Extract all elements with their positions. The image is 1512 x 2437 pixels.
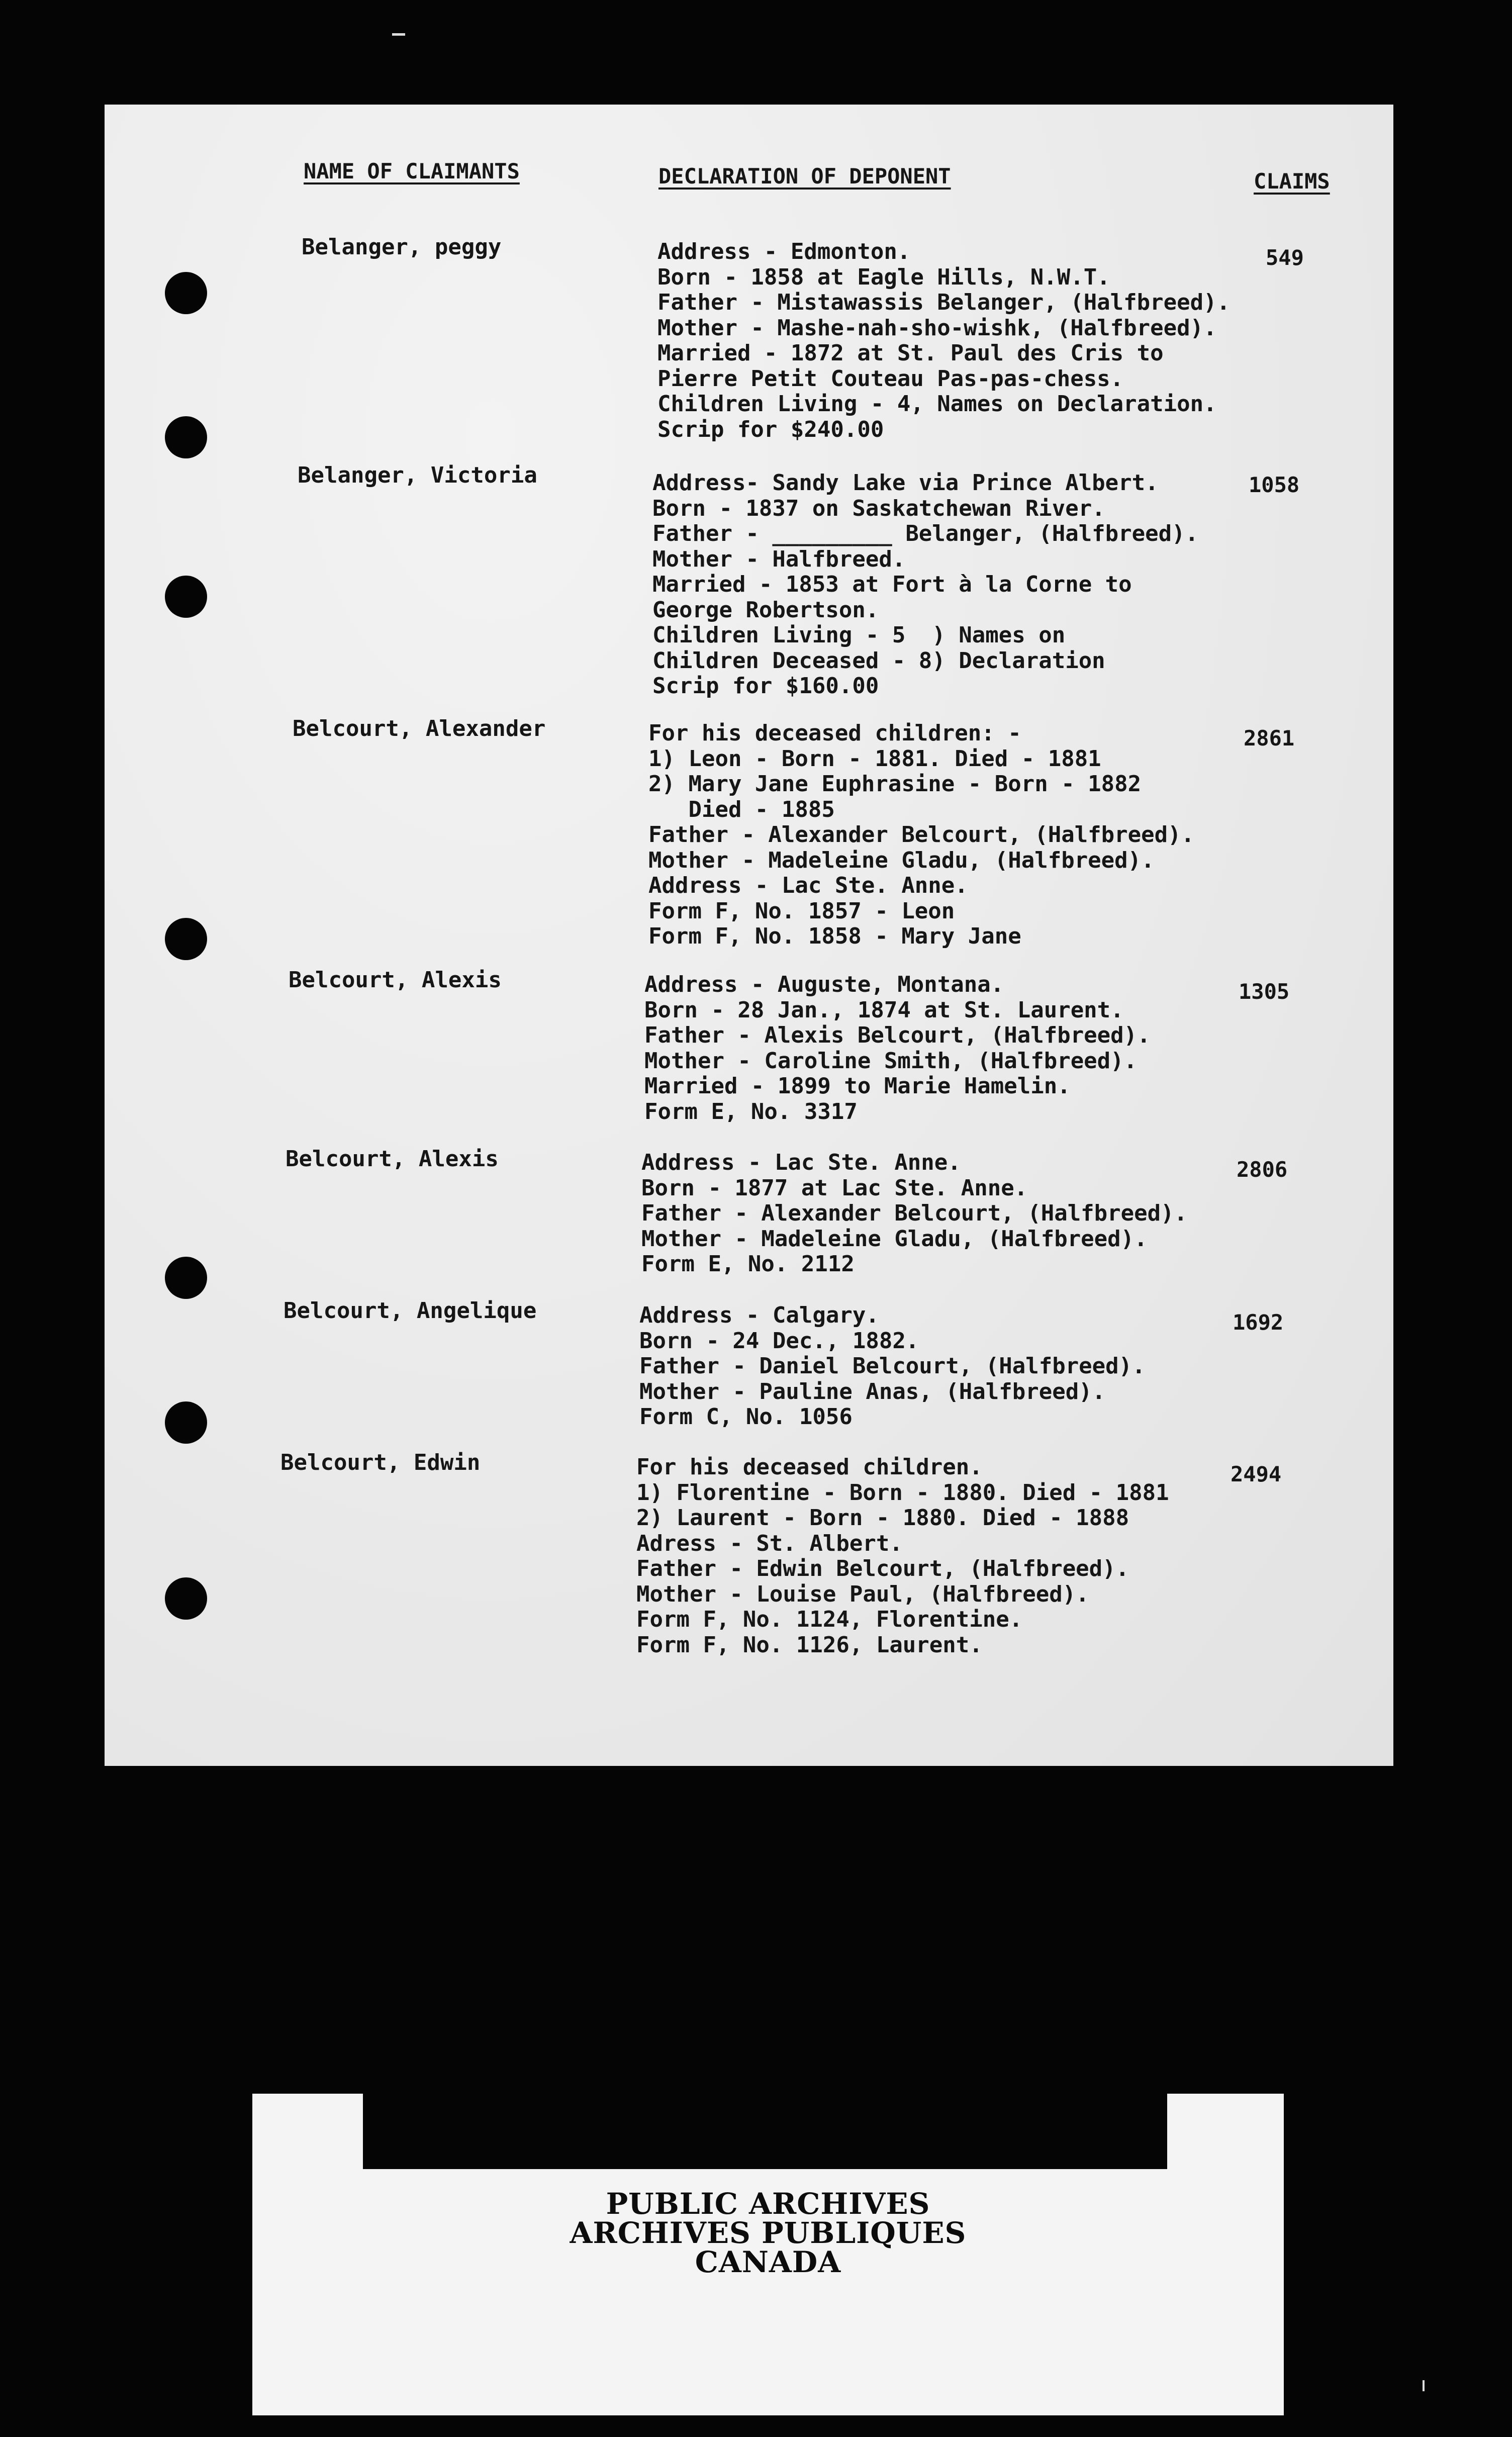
stamp-line-archives-publiques: ARCHIVES PUBLIQUES xyxy=(570,2216,967,2250)
declaration-text: Address - Lac Ste. Anne. Born - 1877 at Lac Ste. Anne. Father - Alexander Belcourt, (Halfbreed). Mother - Madeleine Gladu, (Halfbreed). Form E, No. 2112 xyxy=(641,1150,1188,1277)
claim-number: 1305 xyxy=(1239,979,1290,1004)
claim-number: 2806 xyxy=(1237,1157,1288,1182)
archive-stamp-card xyxy=(252,2094,1284,2415)
binder-hole xyxy=(165,272,207,314)
stamp-card-notch xyxy=(363,2094,1167,2169)
binder-hole xyxy=(165,416,207,458)
claimant-name: Belcourt, Alexis xyxy=(286,1146,499,1172)
claim-number: 2861 xyxy=(1244,726,1295,751)
claimant-name: Belanger, Victoria xyxy=(298,462,537,488)
claim-number: 2494 xyxy=(1231,1462,1282,1486)
claim-number: 1058 xyxy=(1249,473,1300,497)
header-name-of-claimants: NAME OF CLAIMANTS xyxy=(304,159,520,183)
header-declaration-of-deponent: DECLARATION OF DEPONENT xyxy=(658,164,951,189)
claimant-name: Belanger, peggy xyxy=(302,234,502,260)
declaration-text: For his deceased children. 1) Florentine - Born - 1880. Died - 1881 2) Laurent - Born - 1880. Died - 1888 Adress - St. Albert. Father - Edwin Belcourt, (Halfbreed). Mother - Louise Paul, (Halfbreed). Form F, No. 1124, Florentine. Form F, No. 1126, Laurent. xyxy=(636,1454,1169,1658)
claimant-name: Belcourt, Alexander xyxy=(293,716,546,741)
film-speck xyxy=(392,33,405,36)
binder-hole xyxy=(165,576,207,618)
declaration-text: Address- Sandy Lake via Prince Albert. Born - 1837 on Saskatchewan River. Father - _________ Belanger, (Halfbreed). Mother - Halfbreed. Married - 1853 at Fort à la Corne to George Robertson. Children Living - 5 ) Names on Children Deceased - 8) Declaration Scrip for $160.00 xyxy=(652,470,1199,699)
stamp-line-canada: CANADA xyxy=(695,2245,841,2279)
claim-number: 549 xyxy=(1266,245,1304,270)
claim-number: 1692 xyxy=(1233,1310,1284,1335)
binder-hole xyxy=(165,1401,207,1444)
binder-hole xyxy=(165,1257,207,1299)
header-claims: CLAIMS xyxy=(1254,169,1330,194)
document-page xyxy=(105,105,1393,1766)
claimant-name: Belcourt, Angelique xyxy=(284,1298,537,1324)
declaration-text: Address - Edmonton. Born - 1858 at Eagle Hills, N.W.T. Father - Mistawassis Belanger, (Halfbreed). Mother - Mashe-nah-sho-wishk, (Halfbreed). Married - 1872 at St. Paul des Cris to Pierre Petit Couteau Pas-pas-chess. Children Living - 4, Names on Declaration. Scrip for $240.00 xyxy=(657,239,1231,442)
binder-hole xyxy=(165,918,207,960)
stamp-line-public-archives: PUBLIC ARCHIVES xyxy=(606,2187,930,2221)
claimant-name: Belcourt, Edwin xyxy=(280,1450,481,1475)
declaration-text: Address - Auguste, Montana. Born - 28 Jan., 1874 at St. Laurent. Father - Alexis Belcourt, (Halfbreed). Mother - Caroline Smith, (Halfbreed). Married - 1899 to Marie Hamelin. Form E, No. 3317 xyxy=(644,972,1151,1124)
binder-hole xyxy=(165,1577,207,1620)
claimant-name: Belcourt, Alexis xyxy=(289,967,502,993)
declaration-text: Address - Calgary. Born - 24 Dec., 1882. Father - Daniel Belcourt, (Halfbreed). Mother - Pauline Anas, (Halfbreed). Form C, No. 1056 xyxy=(639,1302,1146,1430)
declaration-text: For his deceased children: - 1) Leon - Born - 1881. Died - 1881 2) Mary Jane Euphrasine - Born - 1882 Died - 1885 Father - Alexander Belcourt, (Halfbreed). Mother - Madeleine Gladu, (Halfbreed). Address - Lac Ste. Anne. Form F, No. 1857 - Leon Form F, No. 1858 - Mary Jane xyxy=(648,720,1195,949)
film-speck xyxy=(1423,2380,1425,2391)
archive-stamp xyxy=(252,2189,1284,2277)
